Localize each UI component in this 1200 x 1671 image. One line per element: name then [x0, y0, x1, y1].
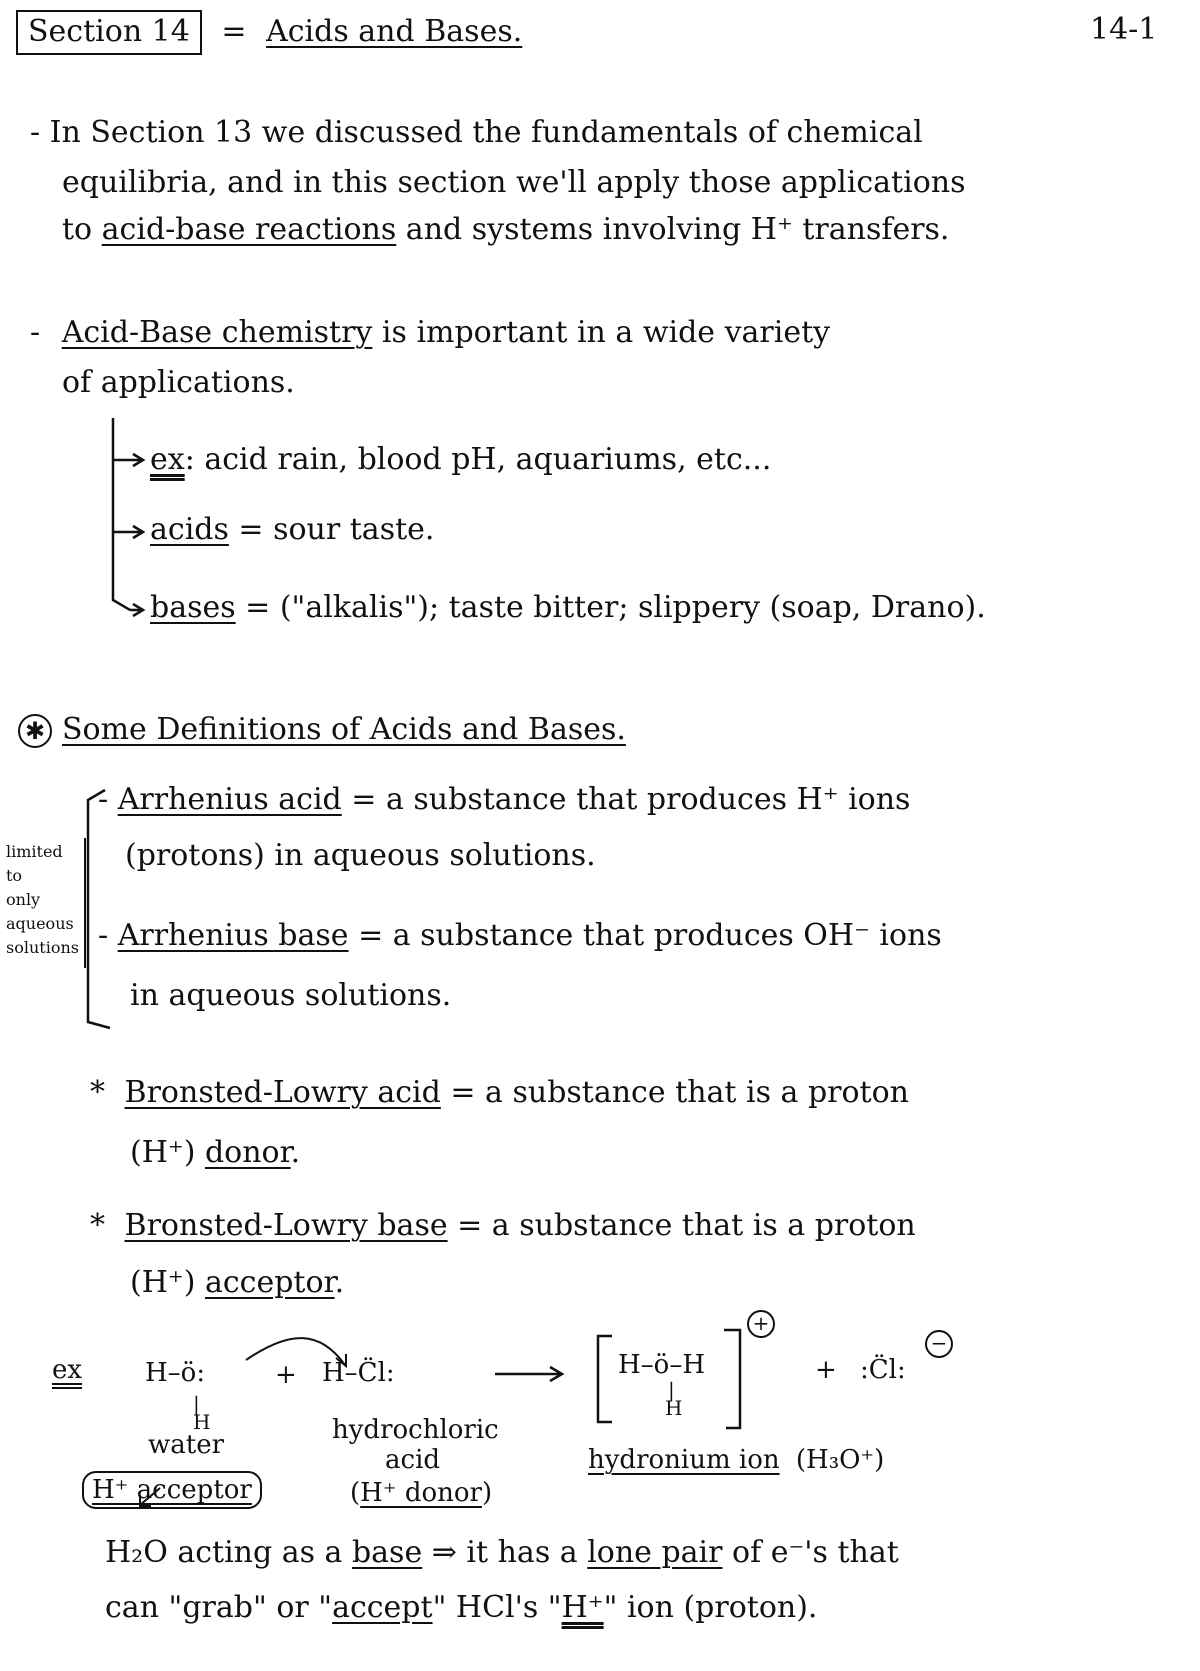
arrhenius-acid-term: Arrhenius acid [117, 782, 342, 817]
reactant-plus: + [275, 1360, 297, 1390]
bl-base-line-1 [90, 1208, 916, 1243]
bl-acid-term: Bronsted-Lowry acid [124, 1075, 441, 1110]
example-label: ex [150, 442, 185, 477]
hydronium-lower-h: H [665, 1396, 683, 1420]
acceptor-term: acceptor [204, 1265, 335, 1300]
intro-line-2: equilibria, and in this section we'll apply those applications [62, 165, 966, 200]
base-term: base [351, 1535, 423, 1570]
negative-charge [925, 1330, 953, 1358]
acid-base-line-2: of applications. [62, 365, 295, 400]
bases-label: bases [150, 590, 236, 625]
star-icon: ✱ [18, 714, 52, 748]
conclusion-2-post: " ion (proton). [603, 1590, 818, 1625]
definitions-title: Some Definitions of Acids and Bases. [62, 712, 626, 747]
donor-term: donor [204, 1135, 291, 1170]
section-heading [16, 14, 522, 49]
hydronium-formula: H–ö–H [618, 1350, 706, 1380]
conclusion-1-mid: ⇒ it has a [422, 1535, 588, 1570]
side-note [6, 840, 84, 960]
arrhenius-acid-line-1: - Arrhenius acid = a substance that produces H⁺ ions [98, 782, 911, 817]
hydronium-label [588, 1445, 884, 1475]
acid-base-line-1 [30, 315, 830, 350]
side-note-line: to [6, 866, 23, 885]
conclusion-1-post: of e⁻'s that [722, 1535, 899, 1570]
bl-base-def1: = a substance that is a proton [447, 1208, 916, 1243]
arrhenius-acid-def1: = a substance that produces H⁺ ions [341, 782, 911, 817]
conclusion-2-mid: " HCl's " [432, 1590, 562, 1625]
acid-base-rest: is important in a wide variety [372, 315, 831, 350]
hydronium-formula-text: (H₃O⁺) [795, 1445, 885, 1475]
bl-acid-def1: = a substance that is a proton [440, 1075, 909, 1110]
h-plus-term: H⁺ [561, 1590, 604, 1625]
water-lower-h: H [193, 1410, 211, 1434]
arrhenius-base-def1: = a substance that produces OH⁻ ions [348, 918, 942, 953]
list-item-bases [150, 590, 986, 625]
intro-line-3-pre: to [62, 212, 102, 247]
bl-acid-line-2 [130, 1135, 300, 1170]
acid-base-dash: - [30, 315, 41, 350]
side-note-line: only [6, 890, 41, 909]
list-item-example [150, 442, 771, 477]
bl-acid-def2-pre: (H⁺) [130, 1135, 205, 1170]
page-number: 14-1 [1090, 12, 1158, 47]
bl-base-def2-post: . [334, 1265, 345, 1300]
intro-line-3 [62, 212, 949, 247]
side-note-line: limited [6, 842, 63, 861]
side-note-line: aqueous [6, 914, 74, 933]
hydronium-h-bond: | [668, 1378, 675, 1402]
bases-text: = ("alkalis"); taste bitter; slippery (soap, Drano). [235, 590, 986, 625]
bl-base-def2-pre: (H⁺) [130, 1265, 205, 1300]
intro-line-1: - In Section 13 we discussed the fundamentals of chemical [30, 115, 923, 150]
acids-text: = sour taste. [228, 512, 435, 547]
water-h-bond: | [193, 1392, 200, 1416]
h-donor-label: H⁺ donor [360, 1478, 482, 1508]
acids-label: acids [150, 512, 229, 547]
hydronium-name: hydronium ion [588, 1445, 780, 1475]
lone-pair-term: lone pair [587, 1535, 723, 1570]
conclusion-line-2 [105, 1590, 817, 1625]
section-box: Section 14 [16, 10, 202, 55]
water-label: water [148, 1430, 225, 1460]
negative-charge-icon: − [925, 1330, 953, 1358]
arrhenius-acid-line-2: (protons) in aqueous solutions. [125, 838, 596, 873]
arrhenius-base-line-1: - Arrhenius base = a substance that produces OH⁻ ions [98, 918, 942, 953]
example-reaction-label: ex [52, 1355, 83, 1385]
intro-line-3-post: and systems involving H⁺ transfers. [396, 212, 950, 247]
accept-term: accept [332, 1590, 433, 1625]
bl-acid-line-1 [90, 1075, 909, 1110]
chloride-formula: :C̈l: [860, 1355, 906, 1385]
positive-charge [747, 1310, 775, 1338]
bl-base-term: Bronsted-Lowry base [124, 1208, 448, 1243]
bl-base-bullet: * [90, 1208, 105, 1243]
header-equals: = [221, 14, 247, 49]
acid-base-chemistry-term: Acid-Base chemistry [61, 315, 373, 350]
h-acceptor-label: H⁺ acceptor [82, 1471, 262, 1509]
definitions-heading [18, 712, 626, 748]
hcl-name-line-2: acid [385, 1445, 441, 1475]
conclusion-1-pre: H₂O acting as a [105, 1535, 352, 1570]
bl-acid-bullet: * [90, 1075, 105, 1110]
product-plus: + [815, 1355, 837, 1385]
bl-base-line-2 [130, 1265, 344, 1300]
hcl-formula: H–C̈l: [322, 1358, 395, 1388]
positive-charge-icon: + [747, 1310, 775, 1338]
section-title: Acids and Bases. [266, 14, 523, 49]
hcl-role: (H⁺ donor) [350, 1478, 493, 1508]
arrhenius-base-line-2: in aqueous solutions. [130, 978, 452, 1013]
arrhenius-base-term: Arrhenius base [117, 918, 349, 953]
conclusion-line-1 [105, 1535, 899, 1570]
bl-acid-def2-post: . [290, 1135, 301, 1170]
acid-base-reactions-term: acid-base reactions [101, 212, 397, 247]
water-formula: H–ö: [145, 1358, 206, 1388]
conclusion-2-pre: can "grab" or " [105, 1590, 333, 1625]
example-text: : acid rain, blood pH, aquariums, etc... [184, 442, 772, 477]
hcl-name-line-1: hydrochloric [332, 1415, 499, 1445]
side-note-line: solutions [6, 938, 79, 957]
water-role [82, 1475, 262, 1505]
list-item-acids [150, 512, 434, 547]
